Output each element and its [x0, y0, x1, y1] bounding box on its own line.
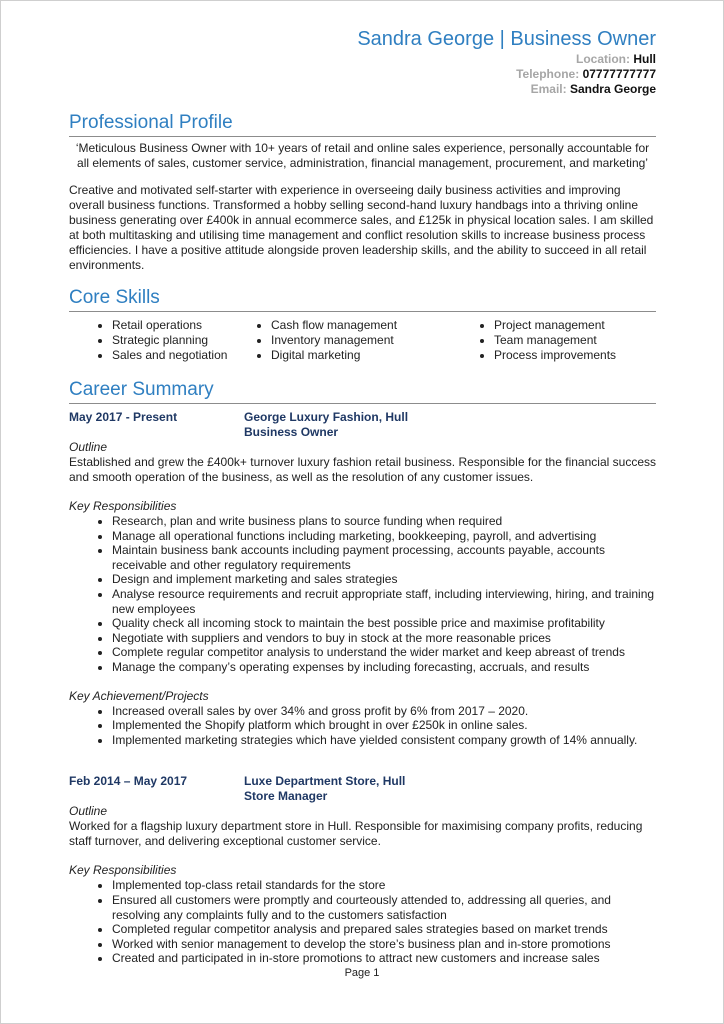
job-company: George Luxury Fashion, Hull — [244, 410, 409, 424]
job-outline: Established and grew the £400k+ turnover luxury fashion retail business. Responsible for the financial success and smooth operation of the business, as well as the resolution of any customer issues. — [69, 455, 656, 484]
outline-label: Outline — [69, 804, 108, 819]
responsibilities-label: Key Responsibilities — [69, 863, 177, 878]
header — [69, 26, 656, 97]
profile-quote: ‘Meticulous Business Owner with 10+ years of retail and online sales experience, personally accountable for all elements of sales, customer service, administration, financial management, procurement, and marketing’ — [75, 141, 650, 170]
skill-item: • Digital marketing — [271, 348, 451, 363]
list-item: • Implemented the Shopify platform which brought in over £250k in online sales. — [112, 718, 656, 733]
job-role: Store Manager — [244, 789, 328, 804]
telephone-value: 07777777777 — [582, 67, 656, 81]
list-item: • Design and implement marketing and sales strategies — [112, 572, 656, 587]
responsibilities-list — [69, 878, 656, 966]
job-role: Business Owner — [244, 425, 339, 439]
profile-heading: Professional Profile — [69, 111, 656, 137]
outline-label: Outline — [69, 440, 108, 454]
telephone-label: Telephone: — [516, 67, 580, 81]
skill-item: • Project management — [494, 318, 616, 333]
list-item: • Ensured all customers were promptly and courteously attended to, addressing all queries, and resolving any complaints fully and to the customers satisfaction — [112, 893, 656, 922]
contact-telephone — [69, 67, 656, 82]
skills-column-3 — [451, 318, 616, 363]
job-dates: Feb 2014 – May 2017 — [69, 774, 188, 789]
skill-item: • Inventory management — [271, 333, 451, 348]
skills-grid — [69, 318, 656, 363]
contact-email — [69, 82, 656, 97]
skill-item: • Team management — [494, 333, 616, 348]
responsibilities-list — [69, 514, 656, 675]
email-value: Sandra George — [569, 82, 656, 96]
list-item: • Completed regular competitor analysis and prepared sales strategies based on market trends — [112, 922, 656, 937]
list-item: • Created and participated in in-store promotions to attract new customers and increase sales — [112, 951, 656, 966]
list-item: • Research, plan and write business plans to source funding when required — [112, 514, 656, 529]
list-item: • Manage the company’s operating expenses by including forecasting, accruals, and results — [112, 660, 656, 675]
skill-item: • Strategic planning — [112, 333, 228, 348]
list-item: • Worked with senior management to develop the store’s business plan and in-store promotions — [112, 937, 656, 952]
list-item: • Analyse resource requirements and recruit appropriate staff, including interviewing, hiring, and training new employees — [112, 587, 656, 616]
skill-item: • Process improvements — [494, 348, 616, 363]
responsibilities-label: Key Responsibilities — [69, 499, 177, 513]
list-item: • Negotiate with suppliers and vendors to buy in stock at the more reasonable prices — [112, 631, 656, 646]
job-outline: Worked for a flagship luxury department store in Hull. Responsible for maximising company profits, reducing staff turnover, and delivering exceptional customer service. — [69, 819, 643, 849]
achievements-list — [69, 704, 656, 748]
list-item: • Maintain business bank accounts including payment processing, accounts payable, accounts receivable and other regulatory requirements — [112, 543, 656, 572]
job-org — [244, 410, 408, 440]
skills-column-1 — [69, 318, 228, 363]
skills-section — [69, 286, 656, 363]
email-label: Email: — [530, 82, 567, 96]
achievements-label: Key Achievement/Projects — [69, 688, 209, 703]
list-item: • Manage all operational functions including marketing, bookkeeping, payroll, and advertising — [112, 529, 656, 544]
skill-item: • Retail operations — [112, 318, 228, 333]
contact-location — [69, 52, 656, 67]
job-header — [69, 410, 656, 440]
skills-column-2 — [228, 318, 451, 363]
job-header — [69, 774, 656, 804]
list-item: • Quality check all incoming stock to maintain the best possible price and maximise profitability — [112, 616, 656, 631]
list-item: • Increased overall sales by over 34% and gross profit by 6% from 2017 – 2020. — [112, 704, 656, 719]
job-company: Luxe Department Store, Hull — [244, 774, 406, 789]
job-dates: May 2017 - Present — [69, 410, 178, 424]
career-section — [69, 378, 656, 966]
job-entry — [69, 774, 656, 966]
profile-section — [69, 111, 656, 273]
skills-heading: Core Skills — [69, 286, 656, 312]
list-item: • Implemented marketing strategies which have yielded consistent company growth of 14% annually. — [112, 733, 656, 748]
page-number: Page 1 — [344, 967, 380, 979]
skill-item: • Cash flow management — [271, 318, 451, 333]
skill-item: • Sales and negotiation — [112, 348, 228, 363]
list-item: • Implemented top-class retail standards for the store — [112, 878, 656, 893]
job-org — [244, 774, 405, 804]
list-item: • Complete regular competitor analysis to understand the wider market and keep abreast of trends — [112, 645, 656, 660]
location-label: Location: — [575, 52, 630, 66]
profile-text: Creative and motivated self-starter with experience in overseeing daily business activities and improving overall business functions. Transformed a hobby selling second-hand luxury handbags into a thriving online business generating over £400k in annual ecommerce sales, and £125k in physical location sales. I am skilled at both multitasking and utilising time management and conflict resolution skills to increase business process efficiencies. I have a positive attitude alongside proven leadership skills, and the ability to succeed in all retail environments. — [69, 183, 654, 272]
job-entry — [69, 410, 656, 747]
location-value: Hull — [633, 52, 656, 66]
name-title: Sandra George | Business Owner — [357, 28, 656, 50]
career-heading: Career Summary — [69, 378, 656, 404]
